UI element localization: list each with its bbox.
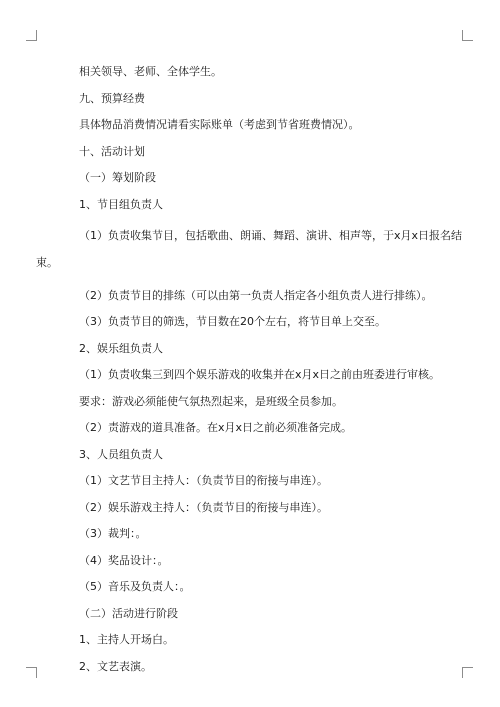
list-item: 1、主持人开场白。 [79,633,174,646]
list-item: （3）负责节目的筛选，节目数在20个左右，将节目单上交至。 [79,315,386,328]
crop-mark-top-right [462,30,473,41]
list-item: （1）负责收集三到四个娱乐游戏的收集并在x月x日之前由班委进行审核。 [79,368,441,381]
list-item: （2）娱乐游戏主持人：（负责节目的衔接与串连）。 [79,500,328,514]
list-heading: 2、娱乐组负责人 [79,341,163,355]
crop-mark-top-left [26,30,37,41]
list-item: （4）奖品设计：。 [79,553,169,567]
list-item: （5）音乐及负责人：。 [79,580,191,593]
document-body [36,64,464,685]
section-heading: 九、预算经费 [79,91,145,105]
list-item: （2）负责节目的排练（可以由第一负责人指定各小组负责人进行排练）。 [79,288,433,302]
list-item: （1）文艺节目主持人：（负责节目的衔接与串连）。 [79,474,328,487]
list-heading: 1、节目组负责人 [79,197,163,211]
paragraph: 具体物品消费情况请看实际账单（考虑到节省班费情况）。 [79,118,360,131]
paragraph: （1）负责收集节目，包括歌曲、朗诵、舞蹈、演讲、相声等，于x月x日报名结束。 [36,229,463,269]
paragraph: 相关领导、老师、全体学生。 [79,65,222,78]
list-item: （3）裁判：。 [79,527,147,540]
subsection-heading: （一）筹划阶段 [79,171,156,184]
subsection-heading: （二）活动进行阶段 [79,606,178,620]
paragraph: 要求：游戏必须能使气氛热烈起来，是班级全员参加。 [79,394,343,408]
list-heading: 3、人员组负责人 [79,447,163,461]
list-item: 2、文艺表演。 [79,659,152,673]
list-item: （2）责游戏的道具准备。在x月x日之前必须准备完成。 [79,421,353,434]
section-heading: 十、活动计划 [79,144,145,158]
